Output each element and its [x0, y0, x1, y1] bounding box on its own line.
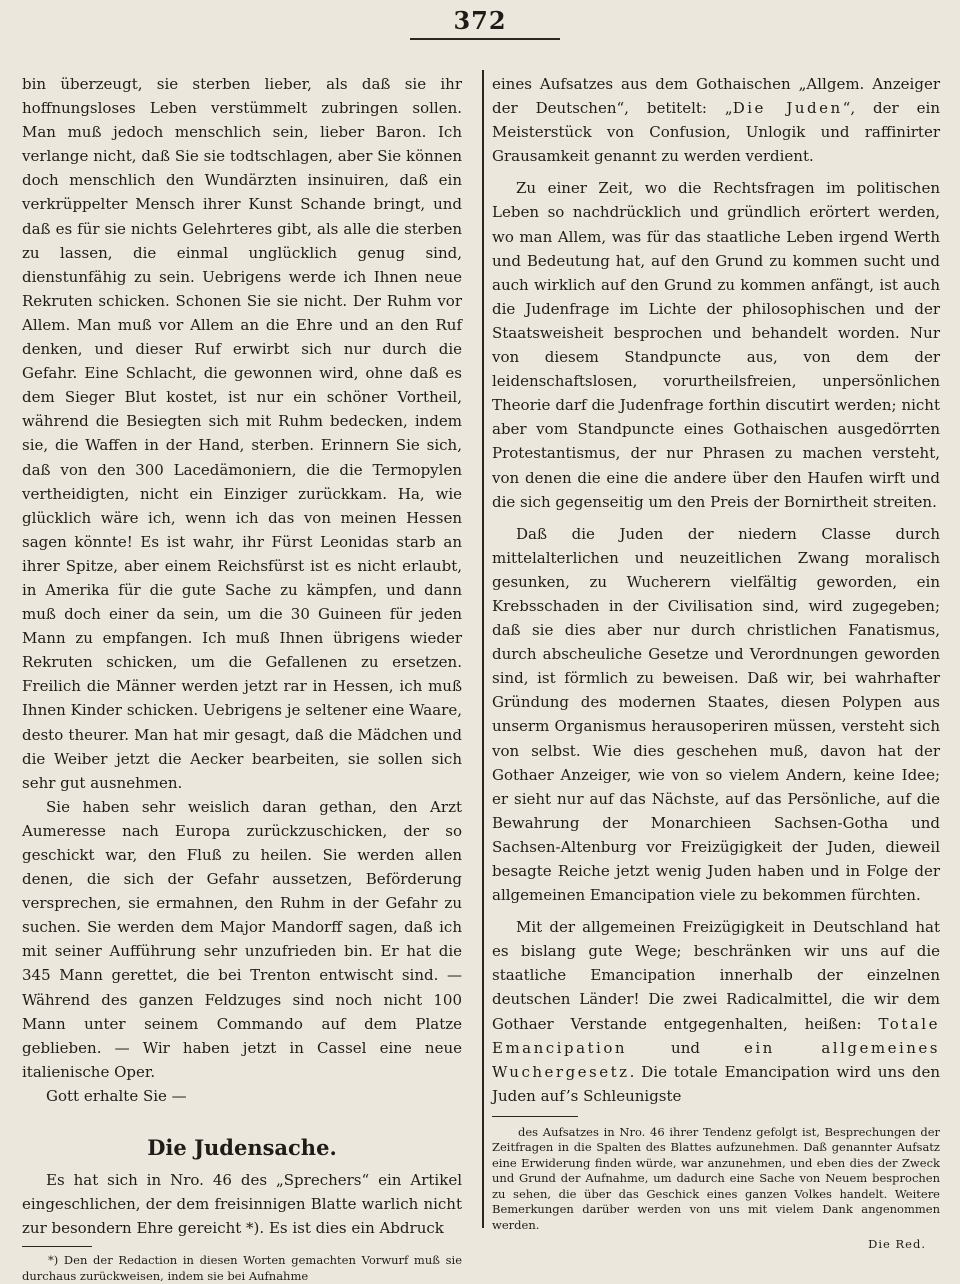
page-number: 372: [453, 6, 507, 35]
column-divider: [482, 70, 484, 1228]
right-paragraph-4: [492, 915, 940, 1108]
right-paragraph-4-end: . Die totale Emancipation wird uns den Juden auf’s Schleunigste: [492, 1062, 940, 1105]
letter-paragraph-1: bin überzeugt, sie sterben lieber, als daß sie ihr hoffnungsloses Leben verstümmelt zubringen sollen. Man muß jedoch menschlich sein, lieber Baron. Ich verlange nicht, daß Sie sie todtschlagen, aber Sie können doch menschlich den Wundärzten insinuiren, daß ein verkrüppelter Mensch ihrer Kunst Schande bringt, und daß es für sie nichts Gelehrteres gibt, als alle die sterben zu lassen, die einmal unglücklich genug sind, dienstunfähig zu sein. Uebrigens werde ich Ihnen neue Rekruten schicken. Schonen Sie sie nicht. Der Ruhm vor Allem. Man muß vor Allem an die Ehre und an den Ruf denken, und dieser Ruf erwirbt sich nur durch die Gefahr. Eine Schlacht, die gewonnen wird, ohne daß es dem Sieger Blut kostet, ist nur ein schöner Vortheil, während die Besiegten sich mit Ruhm bedecken, indem sie, die Waffen in der Hand, sterben. Erinnern Sie sich, daß von den 300 Lacedämoniern, die die Termopylen vertheidigten, nicht ein Einziger zurückkam. Ha, wie glücklich wäre ich, wenn ich das von meinen Hessen sagen könnte! Es ist wahr, ihr Fürst Leonidas starb an ihrer Spitze, aber einem Reichsfürst ist es nicht erlaubt, in Amerika für die gute Sache zu kämpfen, und dann muß doch einer da sein, um die 30 Guineen für jeden Mann zu empfangen. Ich muß Ihnen übrigens wieder Rekruten schicken, um die Gefallenen zu ersetzen. Freilich die Männer werden jetzt rar in Hessen, ich muß Ihnen Kinder schicken. Uebrigens je seltener eine Waare, desto theurer. Man hat mir gesagt, daß die Mädchen und die Weiber jetzt die Aecker bearbeiten, sie sollen sich sehr gut ausnehmen.: [22, 75, 462, 792]
letter-paragraph-2: Sie haben sehr weislich daran gethan, den Arzt Aumeresse nach Europa zurückzuschicken, der so geschickt war, den Fluß zu heilen. Sie werden allen denen, die sich der Gefahr aussetzen, Beförderung versprechen, sie ermahnen, den Ruhm in der Gefahr zu suchen. Sie werden dem Major Mandorff sagen, daß ich mit seiner Aufführung sehr unzufrieden bin. Er hat die 345 Mann gerettet, die bei Trenton entwischt sind. — Während des ganzen Feldzuges sind noch nicht 100 Mann unter seinem Commando auf dem Platze geblieben. — Wir haben jetzt in Cassel eine neue italienische Oper.: [22, 797, 462, 1081]
right-paragraph-4-start: Mit der allgemeinen Freizügigkeit in Deutschland hat es bislang gute Wege; beschränken wir uns auf die staatliche Emancipation innerhalb der einzelnen deutschen Länder! Die zwei Radicalmittel, die wir dem Gothaer Verstande entgegenhalten, heißen:: [492, 918, 940, 1033]
header-rule: [410, 38, 560, 40]
right-paragraph-1: [492, 72, 940, 168]
footnote-left: *) Den der Redaction in diesen Worten gemachten Vorwurf muß sie durchaus zurückweisen, indem sie bei Aufnahme: [22, 1253, 462, 1283]
footnote-right: des Aufsatzes in Nro. 46 ihrer Tendenz gefolgt ist, Besprechungen der Zeitfragen in die Spalten des Blattes aufzunehmen. Daß genannter Aufsatz eine Erwiderung finden würde, war anzunehmen, und eben dies der Zweck und Grund der Aufnahme, um dadurch eine Sache von Neuem besprochen zu sehen, die über das Geschick eines ganzen Volkes handelt. Weitere Bemerkungen darüber werden von uns mit vielem Dank angenommen werden.: [492, 1124, 940, 1232]
editor-signature: Die Red.: [868, 1237, 926, 1252]
left-column: [22, 72, 462, 1284]
footnote-rule-right: [492, 1116, 578, 1117]
right-paragraph-1-end: “, der ein Meisterstück von Confusion, Unlogik und raffinirter Grausamkeit genannt zu werden verdient.: [492, 99, 940, 166]
emphasis-usury-law: ein allgemeines Wuchergesetz: [492, 1038, 940, 1081]
letter-closing: Gott erhalte Sie —: [46, 1086, 187, 1105]
footnote-rule: [22, 1246, 92, 1247]
right-paragraph-2: Zu einer Zeit, wo die Rechtsfragen im politischen Leben so nachdrücklich und gründlich erörtert werden, wo man Allem, was für das staatliche Leben irgend Werth und Bedeutung hat, auf den Grund zu kommen sucht und auch wirklich auf den Grund zu kommen anfängt, ist auch die Judenfrage im Lichte der philosophischen und der Staatsweisheit besprochen und behandelt worden. Nur von diesem Standpuncte aus, von dem der leidenschaftslosen, vorurtheilsfreien, unpersönlichen Theorie darf die Judenfrage forthin discutirt werden; nicht aber vom Standpuncte eines Gothaischen ausgedörrten Protestantismus, der nur Phrasen zu machen versteht, von denen die eine die andere über den Haufen wirft und die sich gegenseitig um den Preis der Bornirtheit streiten.: [492, 179, 940, 511]
right-column: [492, 72, 940, 1253]
quoted-title: Die Juden: [732, 99, 843, 118]
right-paragraph-1-start: eines Aufsatzes aus dem Gothaischen „Allgem. Anzeiger der Deutschen“, betitelt: „: [492, 75, 940, 118]
right-paragraph-4-mid: und: [627, 1038, 744, 1057]
emphasis-total-emancipation: Totale Emancipation: [492, 1014, 940, 1057]
right-paragraph-3: Daß die Juden der niedern Classe durch mittelalterlichen und neuzeitlichen Zwang moralisch gesunken, zu Wucherern vielfältig geworden, ein Krebsschaden in der Civilisation sind, wird zugegeben; daß sie dies aber nur durch christlichen Fanatismus, durch abscheuliche Gesetze und Verordnungen geworden sind, ist förmlich zu beweisen. Daß wir, bei wahrhafter Gründung des modernen Staates, diesen Polypen aus unserm Organismus herausoperiren müssen, versteht sich von selbst. Wie dies geschehen muß, davon hat der Gothaer Anzeiger, wie von so vielem Andern, keine Idee; er sieht nur auf das Nächste, auf das Persönliche, auf die Bewahrung der Monarchieen Sachsen-Gotha und Sachsen-Altenburg vor Freizügigkeit der Juden, dieweil besagte Reiche jetzt wenig Juden haben und in Folge der allgemeinen Emancipation viele zu bekommen fürchten.: [492, 524, 940, 905]
article-heading: Die Judensache.: [147, 1135, 337, 1161]
article-paragraph: Es hat sich in Nro. 46 des „Sprechers“ ein Artikel eingeschlichen, der dem freisinnigen Blatte warlich nicht zur besondern Ehre gereicht *). Es ist dies ein Abdruck: [22, 1171, 462, 1238]
